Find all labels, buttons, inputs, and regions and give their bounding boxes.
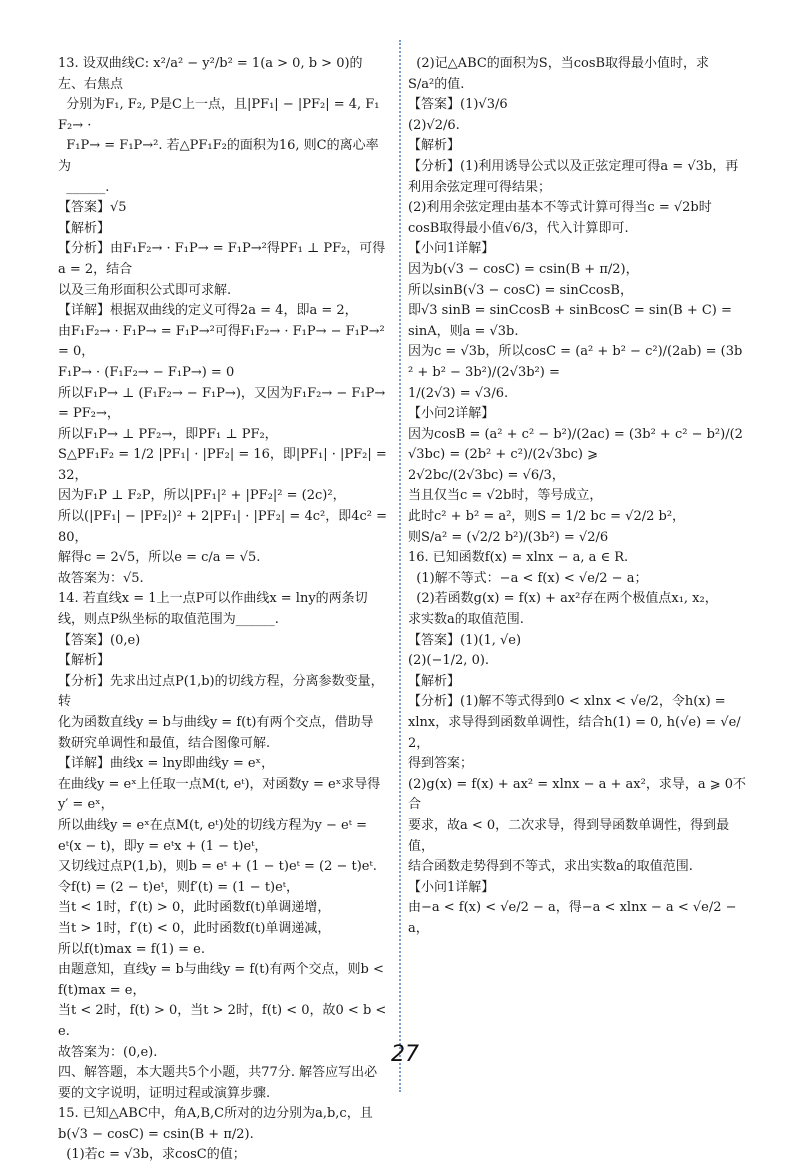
- text-line: 则S/a² = (√2/2 b²)/(3b²) = √2/6: [408, 529, 609, 545]
- text-line: 【答案】(1)√3/6: [408, 97, 508, 113]
- page-number: 27: [391, 1042, 419, 1067]
- text-line: (1)若c = √3b，求cosC的值；: [58, 1147, 246, 1163]
- text-line: 所以f(t)max = f(1) = e.: [58, 941, 205, 957]
- text-line: 【分析】(1)利用诱导公式以及正弦定理可得a = √3b，再: [408, 158, 739, 174]
- text-line: 由F₁F₂→ · F₁P→ = F₁P→²可得F₁F₂→ · F₁P→ − F₁P→² = 0，: [58, 323, 389, 360]
- text-line: ______.: [58, 179, 110, 195]
- text-line: 所以(|PF₁| − |PF₂|)² + 2|PF₁| · |PF₂| = 4c²，即4c² = 80，: [58, 509, 392, 545]
- text-line: 1/(2√3) = √3/6.: [408, 385, 509, 401]
- text-line: (2)√2/6.: [408, 117, 460, 133]
- text-line: 15. 已知△ABC中，角A,B,C所对的边分别为a,b,c，且: [58, 1106, 373, 1122]
- left-column: [58, 54, 392, 1166]
- text-line: 【答案】(0,e): [58, 632, 141, 648]
- text-line: 13. 设双曲线C: x²/a² − y²/b² = 1(a > 0, b > 0)的左、右焦点: [58, 56, 363, 92]
- text-line: y′ = eˣ，: [58, 797, 114, 813]
- text-line: f(t)max = e，: [58, 982, 146, 998]
- text-line: (2)记△ABC的面积为S，当cosB取得最小值时，求: [408, 56, 710, 71]
- text-line: 因为c = √3b，所以cosC = (a² + b² − c²)/(2ab) = (3b² + b² − 3b²)/(2√3b²) =: [408, 344, 743, 380]
- text-line: 【分析】先求出过点P(1,b)的切线方程，分离参数变量，转: [58, 673, 384, 710]
- text-line: 2√2bc/(2√3bc) = √6/3，: [408, 467, 565, 483]
- text-line: 当t < 1时，f′(t) > 0，此时函数f(t)单调递增，: [58, 900, 331, 916]
- text-line: 此时c² + b² = a²，则S = 1/2 bc = √2/2 b²，: [408, 509, 686, 525]
- text-line: (1)解不等式：−a < f(x) < √e/2 − a；: [408, 570, 648, 586]
- text-line: 令f(t) = (2 − t)eᵗ，则f′(t) = (1 − t)eᵗ，: [58, 879, 300, 895]
- text-line: S△PF₁F₂ = 1/2 |PF₁| · |PF₂| = 16，即|PF₁| · |PF₂| = 32，: [58, 447, 391, 483]
- text-line: 当t < 2时，f(t) > 0，当t > 2时，f(t) < 0，故0 < b < e.: [58, 1003, 391, 1039]
- text-line: 【详解】曲线x = lny即曲线y = eˣ，: [58, 756, 275, 772]
- text-line: 由题意知，直线y = b与曲线y = f(t)有两个交点，则b <: [58, 962, 384, 978]
- text-line: 求实数a的取值范围.: [408, 612, 524, 628]
- text-line: 要的文字说明，证明过程或演算步骤.: [58, 1085, 271, 1101]
- text-line: 结合函数走势得到不等式，求出实数a的取值范围.: [408, 859, 693, 875]
- column-divider: [399, 40, 401, 1092]
- text-line: 四、解答题，本大题共5个小题，共77分. 解答应写出必: [58, 1065, 378, 1081]
- text-line: 16. 已知函数f(x) = xlnx − a, a ∈ R.: [408, 550, 629, 566]
- text-line: 【解析】: [58, 653, 111, 669]
- text-line: cosB取得最小值√6/3，代入计算即可.: [408, 220, 629, 236]
- text-line: 数研究单调性和最值，结合图像可解.: [58, 735, 271, 751]
- text-line: 【小问2详解】: [408, 406, 495, 422]
- text-line: 【解析】: [408, 673, 461, 689]
- text-line: eᵗ(x − t)，即y = eᵗx + (1 − t)eᵗ，: [58, 838, 268, 854]
- text-line: (2)利用余弦定理由基本不等式计算可得当c = √2b时: [408, 200, 712, 216]
- text-line: 【详解】根据双曲线的定义可得2a = 4，即a = 2，: [58, 303, 358, 319]
- text-line: 分别为F₁, F₂, P是C上一点，且|PF₁| − |PF₂| = 4, F₁F₂→ ·: [58, 97, 380, 133]
- text-line: 【分析】由F₁F₂→ · F₁P→ = F₁P→²得PF₁ ⊥ PF₂，可得a = 2，结合: [58, 241, 386, 277]
- text-line: (2)g(x) = f(x) + ax² = xlnx − a + ax²，求导，a ⩾ 0不合: [408, 776, 746, 813]
- text-line: 14. 若直线x = 1上一点P可以作曲线x = lny的两条切: [58, 591, 368, 607]
- text-line: (2)(−1/2, 0).: [408, 653, 490, 669]
- text-line: 又切线过点P(1,b)，则b = eᵗ + (1 − t)eᵗ = (2 − t)eᵗ.: [58, 859, 377, 875]
- text-line: 在曲线y = eˣ上任取一点M(t, eᵗ)，对函数y = eˣ求导得: [58, 776, 381, 792]
- text-line: 【解析】: [408, 138, 461, 154]
- text-line: 所以F₁P→ ⊥ PF₂→，即PF₁ ⊥ PF₂，: [58, 426, 278, 442]
- text-line: S/a²的值.: [408, 76, 465, 92]
- text-line: 因为b(√3 − cosC) = csin(B + π/2)，: [408, 261, 639, 277]
- text-line: 【分析】(1)解不等式得到0 < xlnx < √e/2，令h(x) =: [408, 694, 726, 710]
- text-line: 故答案为：(0,e).: [58, 1044, 158, 1060]
- text-line: 【小问1详解】: [408, 879, 495, 895]
- text-line: 要求，故a < 0，二次求导，得到导函数单调性，得到最值，: [408, 817, 730, 854]
- text-line: sinA，则a = √3b.: [408, 323, 519, 339]
- text-line: 因为F₁P ⊥ F₂P，所以|PF₁|² + |PF₂|² = (2c)²，: [58, 488, 346, 504]
- right-column: [408, 54, 746, 940]
- text-line: 所以sinB(√3 − cosC) = sinCcosB，: [408, 282, 633, 298]
- text-line: 所以F₁P→ ⊥ (F₁F₂→ − F₁P→)，又因为F₁F₂→ − F₁P→ = PF₂→，: [58, 385, 390, 422]
- text-line: 所以曲线y = eˣ在点M(t, eᵗ)处的切线方程为y − eᵗ =: [58, 817, 367, 833]
- text-line: 线，则点P纵坐标的取值范围为______.: [58, 612, 279, 628]
- text-line: 利用余弦定理可得结果；: [408, 179, 552, 195]
- text-line: xlnx，求导得到函数单调性，结合h(1) = 0, h(√e) = √e/2，: [408, 715, 741, 751]
- text-line: 【答案】√5: [58, 200, 127, 216]
- text-line: 即√3 sinB = sinCcosB + sinBcosC = sin(B + C) =: [408, 303, 732, 319]
- text-line: F₁P→ · (F₁F₂→ − F₁P→) = 0: [58, 364, 235, 380]
- text-line: 当t > 1时，f′(t) < 0，此时函数f(t)单调递减，: [58, 920, 331, 936]
- text-line: 由−a < f(x) < √e/2 − a，得−a < xlnx − a < √e/2 − a，: [408, 900, 741, 936]
- text-line: 当且仅当c = √2b时，等号成立，: [408, 488, 603, 504]
- text-line: 解得c = 2√5，所以e = c/a = √5.: [58, 550, 261, 566]
- text-line: 【小问1详解】: [408, 241, 495, 257]
- text-line: 得到答案；: [408, 756, 474, 772]
- text-line: 因为cosB = (a² + c² − b²)/(2ac) = (3b² + c² − b²)/(2√3bc) = (2b² + c²)/(2√3bc) ⩾: [408, 426, 743, 463]
- text-line: 以及三角形面积公式即可求解.: [58, 282, 232, 298]
- text-line: F₁P→ = F₁P→². 若△PF₁F₂的面积为16, 则C的离心率为: [58, 138, 379, 174]
- text-line: b(√3 − cosC) = csin(B + π/2).: [58, 1126, 254, 1142]
- text-line: 故答案为：√5.: [58, 570, 144, 586]
- text-line: 【答案】(1)(1, √e): [408, 632, 522, 648]
- text-line: 化为函数直线y = b与曲线y = f(t)有两个交点，借助导: [58, 715, 374, 730]
- text-line: 【解析】: [58, 220, 111, 236]
- text-line: (2)若函数g(x) = f(x) + ax²存在两个极值点x₁, x₂，: [408, 591, 718, 607]
